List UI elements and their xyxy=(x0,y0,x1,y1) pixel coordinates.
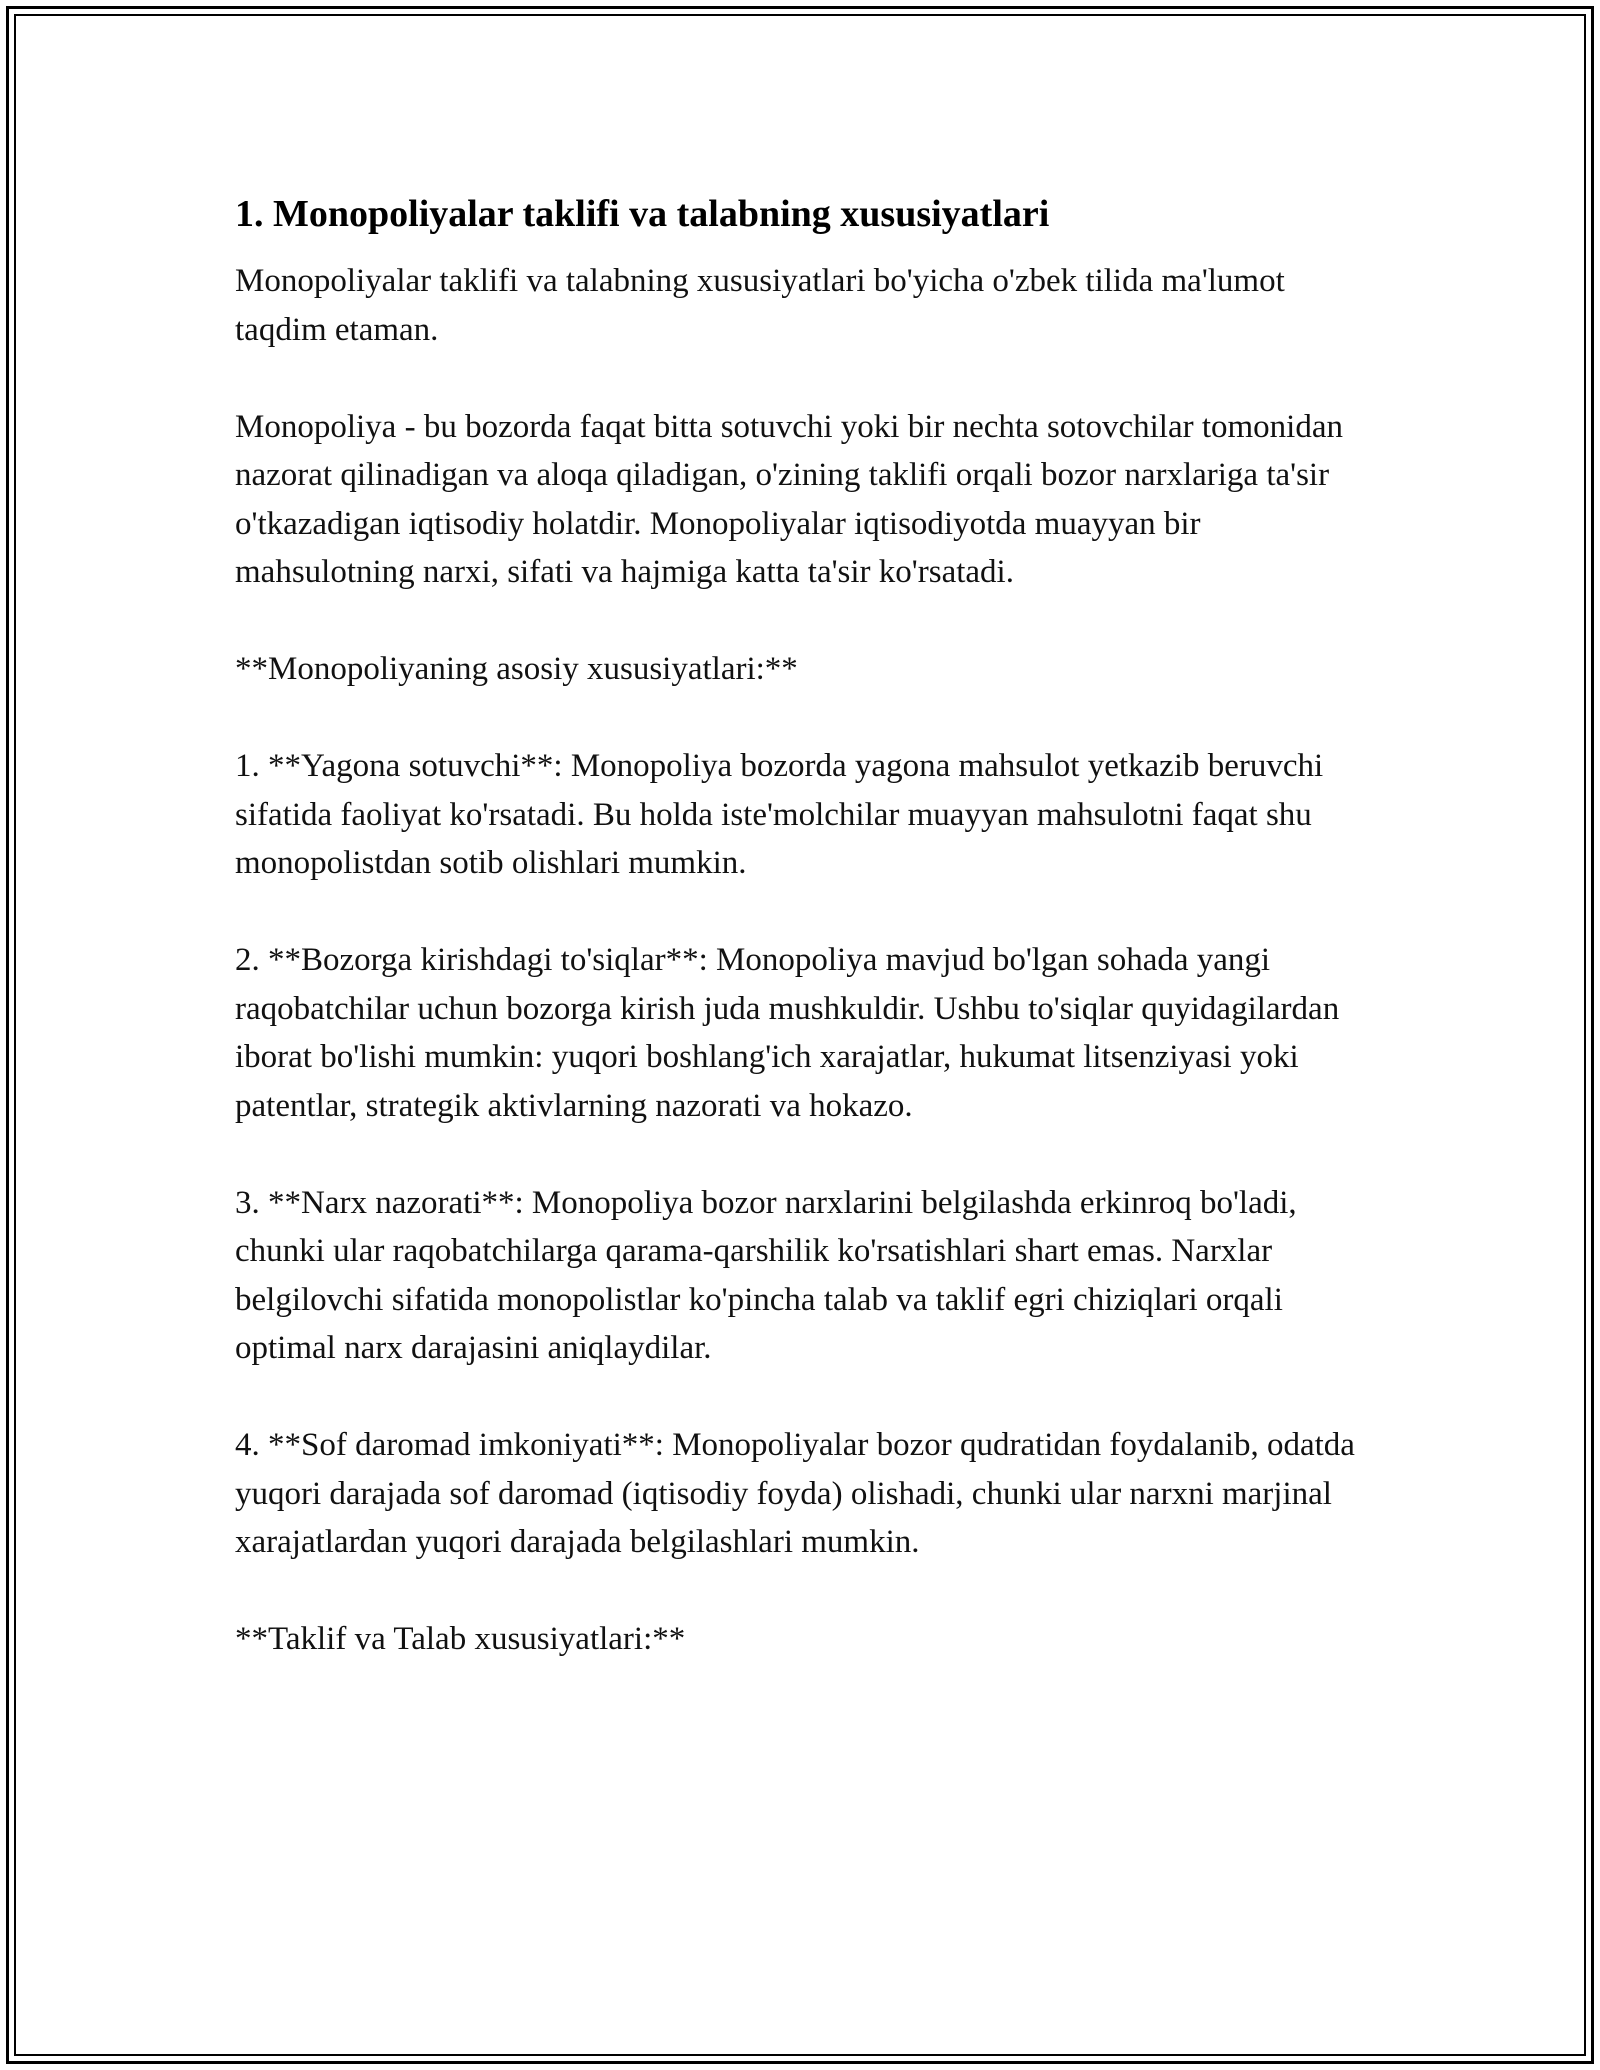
document-title: 1. Monopoliyalar taklifi va talabning xususiyatlari xyxy=(235,193,1050,235)
definition-paragraph: Monopoliya - bu bozorda faqat bitta sotuvchi yoki bir nechta sotovchilar tomonidan nazorat qilinadigan va aloqa qiladigan, o'zining taklifi orqali bozor narxlariga ta'sir o'tkazadigan iqtisodiy holatdir. Monopoliyalar iqtisodiyotda muayyan bir mahsulotning narxi, sifati va hajmiga katta ta'sir ko'rsatadi. xyxy=(235,408,1343,590)
intro-paragraph: Monopoliyalar taklifi va talabning xususiyatlari bo'yicha o'zbek tilida ma'lumot taqdim etaman. xyxy=(235,263,1285,348)
list-item-price-control: 3. **Narx nazorati**: Monopoliya bozor narxlarini belgilashda erkinroq bo'ladi, chunki ular raqobatchilarga qarama-qarshilik ko'rsatishlari shart emas. Narxlar belgilovchi sifatida monopolistlar ko'pincha talab va taklif egri chiziqlari orqali optimal narx darajasini aniqlaydilar. xyxy=(235,1184,1297,1366)
document-body xyxy=(235,185,1365,1712)
features-heading: **Monopoliyaning asosiy xususiyatlari:** xyxy=(235,651,798,687)
list-item-entry-barriers: 2. **Bozorga kirishdagi to'siqlar**: Monopoliya mavjud bo'lgan sohada yangi raqobatchilar uchun bozorga kirish juda mushkuldir. Ushbu to'siqlar quyidagilardan iborat bo'lishi mumkin: yuqori boshlang'ich xarajatlar, hukumat litsenziyasi yoki patentlar, strategik aktivlarning nazorati va hokazo. xyxy=(235,942,1340,1124)
supply-demand-heading: **Taklif va Talab xususiyatlari:** xyxy=(235,1621,686,1657)
list-item-net-profit: 4. **Sof daromad imkoniyati**: Monopoliyalar bozor qudratidan foydalanib, odatda yuqori darajada sof daromad (iqtisodiy foyda) olishadi, chunki ular narxni marjinal xarajatlardan yuqori darajada belgilashlari mumkin. xyxy=(235,1427,1355,1560)
list-item-single-seller: 1. **Yagona sotuvchi**: Monopoliya bozorda yagona mahsulot yetkazib beruvchi sifatida faoliyat ko'rsatadi. Bu holda iste'molchilar muayyan mahsulotni faqat shu monopolistdan sotib olishlari mumkin. xyxy=(235,748,1324,881)
